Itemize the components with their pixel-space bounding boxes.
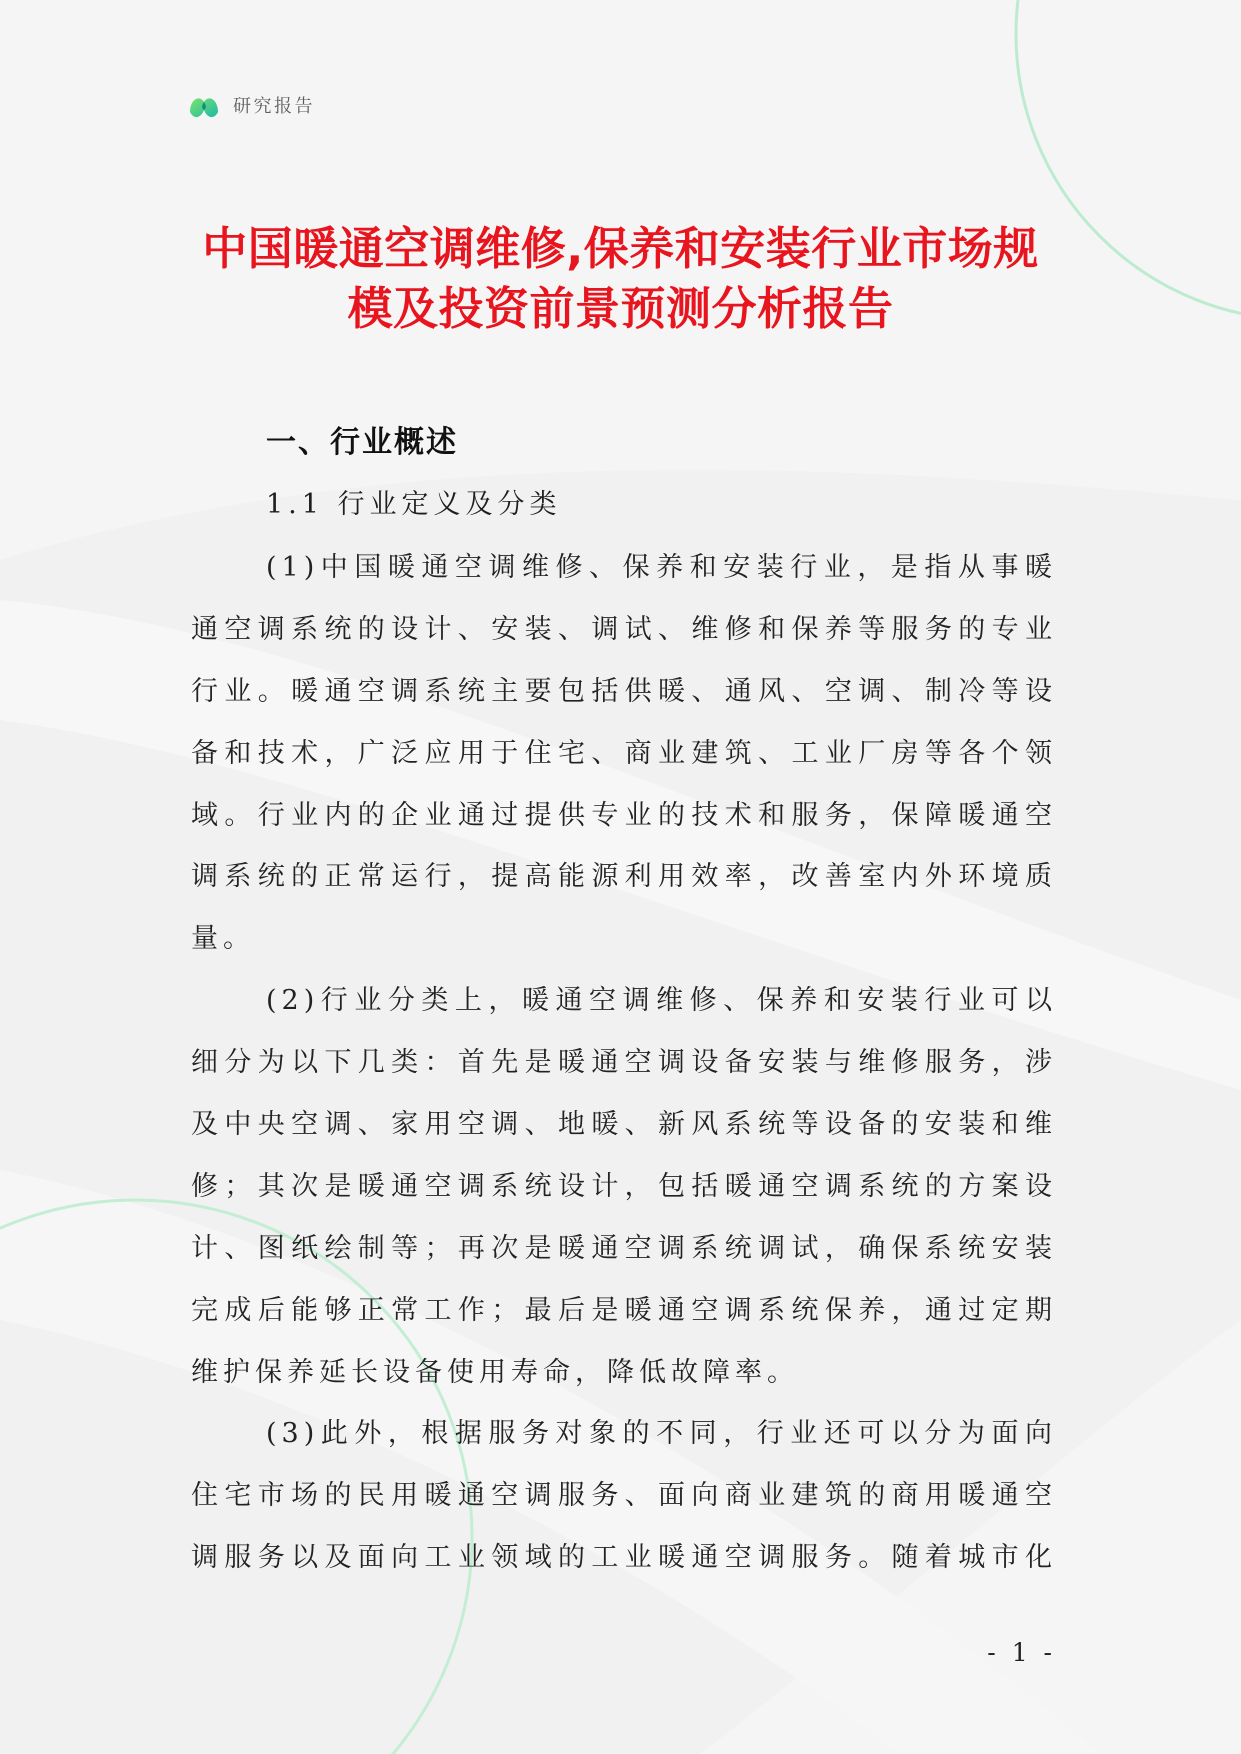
body-line: 修；其次是暖通空调系统设计，包括暖通空调系统的方案设 (191, 1170, 1057, 1202)
report-title (0, 219, 1241, 339)
body-line: 调服务以及面向工业领域的工业暖通空调服务。随着城市化 (191, 1542, 1057, 1574)
header-label: 研究报告 (233, 96, 315, 117)
leaf-logo-icon (187, 90, 221, 124)
subsection-heading: 1.1 行业定义及分类 (266, 489, 562, 520)
body-line: 细分为以下几类：首先是暖通空调设备安装与维修服务，涉 (191, 1047, 1057, 1079)
body-line: 行业。暖通空调系统主要包括供暖、通风、空调、制冷等设 (191, 675, 1057, 707)
body-line: 及中央空调、家用空调、地暖、新风系统等设备的安装和维 (191, 1109, 1057, 1141)
body-line: 量。 (191, 923, 255, 955)
body-line: (1)中国暖通空调维修、保养和安装行业，是指从事暖 (266, 552, 1057, 583)
title-line: 中国暖通空调维修,保养和安装行业市场规 (202, 222, 1039, 275)
body-line: 住宅市场的民用暖通空调服务、面向商业建筑的商用暖通空 (191, 1480, 1057, 1512)
paragraph-2 (191, 970, 1057, 1403)
body-line: (2)行业分类上，暖通空调维修、保养和安装行业可以 (266, 985, 1057, 1017)
paragraph-3 (191, 1403, 1057, 1589)
paragraph-1 (191, 537, 1057, 970)
body-text (191, 537, 1057, 1589)
body-line: 通空调系统的设计、安装、调试、维修和保养等服务的专业 (191, 613, 1057, 645)
body-line: 维护保养延长设备使用寿命，降低故障率。 (191, 1356, 799, 1388)
page-number: - 1 - (987, 1638, 1056, 1667)
body-line: 计、图纸绘制等；再次是暖通空调系统调试，确保系统安装 (191, 1232, 1057, 1264)
body-line: 完成后能够正常工作；最后是暖通空调系统保养，通过定期 (191, 1294, 1057, 1326)
body-line: (3)此外，根据服务对象的不同，行业还可以分为面向 (266, 1418, 1057, 1450)
body-line: 备和技术，广泛应用于住宅、商业建筑、工业厂房等各个领 (191, 737, 1057, 769)
body-line: 域。行业内的企业通过提供专业的技术和服务，保障暖通空 (191, 799, 1057, 831)
body-line: 调系统的正常运行，提高能源利用效率，改善室内外环境质 (191, 861, 1057, 893)
title-line: 模及投资前景预测分析报告 (347, 282, 894, 335)
section-heading: 一、行业概述 (266, 425, 458, 460)
